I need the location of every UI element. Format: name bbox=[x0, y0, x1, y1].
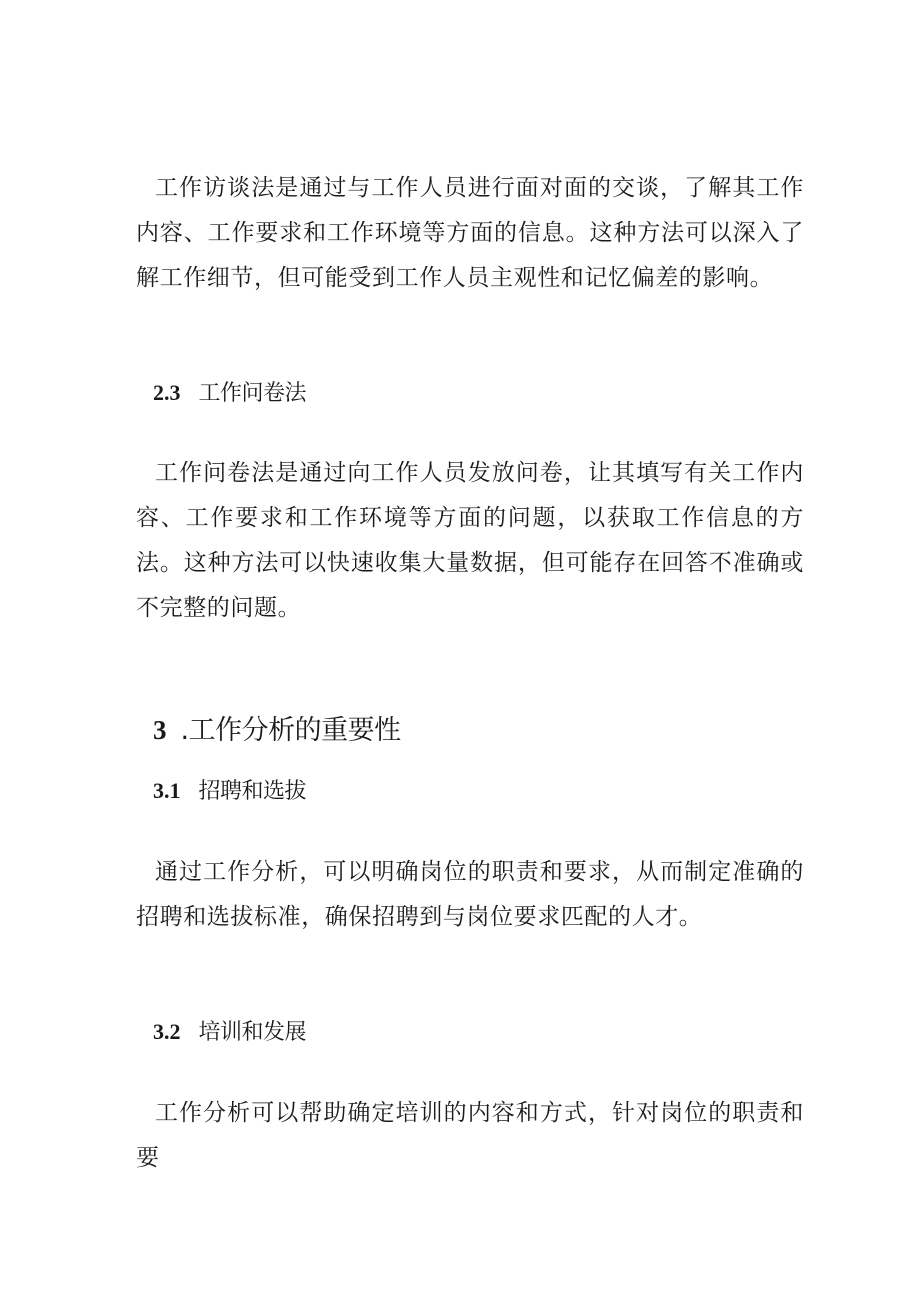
paragraph-job-interview-method: 工作访谈法是通过与工作人员进行面对面的交谈，了解其工作内容、工作要求和工作环境等方面的信息。这种方法可以深入了解工作细节，但可能受到工作人员主观性和记忆偏差的影响。 bbox=[136, 175, 804, 291]
section-heading-3-1 bbox=[153, 776, 306, 807]
paragraph-recruitment-selection: 通过工作分析，可以明确岗位的职责和要求，从而制定准确的招聘和选拔标准，确保招聘到与岗位要求匹配的人才。 bbox=[136, 859, 804, 930]
section-title: 招聘和选拔 bbox=[198, 779, 307, 804]
chapter-title: .工作分析的重要性 bbox=[180, 715, 401, 746]
section-title: 工作问卷法 bbox=[198, 381, 307, 406]
paragraph-questionnaire-method: 工作问卷法是通过向工作人员发放问卷，让其填写有关工作内容、工作要求和工作环境等方面的问题，以获取工作信息的方法。这种方法可以快速收集大量数据，但可能存在回答不准确或不完整的问题。 bbox=[136, 460, 804, 621]
chapter-heading-3 bbox=[153, 712, 401, 749]
section-heading-3-2 bbox=[153, 1017, 306, 1048]
section-heading-2-3 bbox=[153, 378, 306, 409]
section-number: 3.1 bbox=[153, 778, 181, 803]
section-title: 培训和发展 bbox=[198, 1020, 307, 1045]
paragraph-training-development: 工作分析可以帮助确定培训的内容和方式，针对岗位的职责和要 bbox=[136, 1100, 804, 1171]
section-number: 3.2 bbox=[153, 1019, 181, 1044]
chapter-number: 3 bbox=[153, 715, 167, 745]
section-number: 2.3 bbox=[153, 380, 181, 405]
